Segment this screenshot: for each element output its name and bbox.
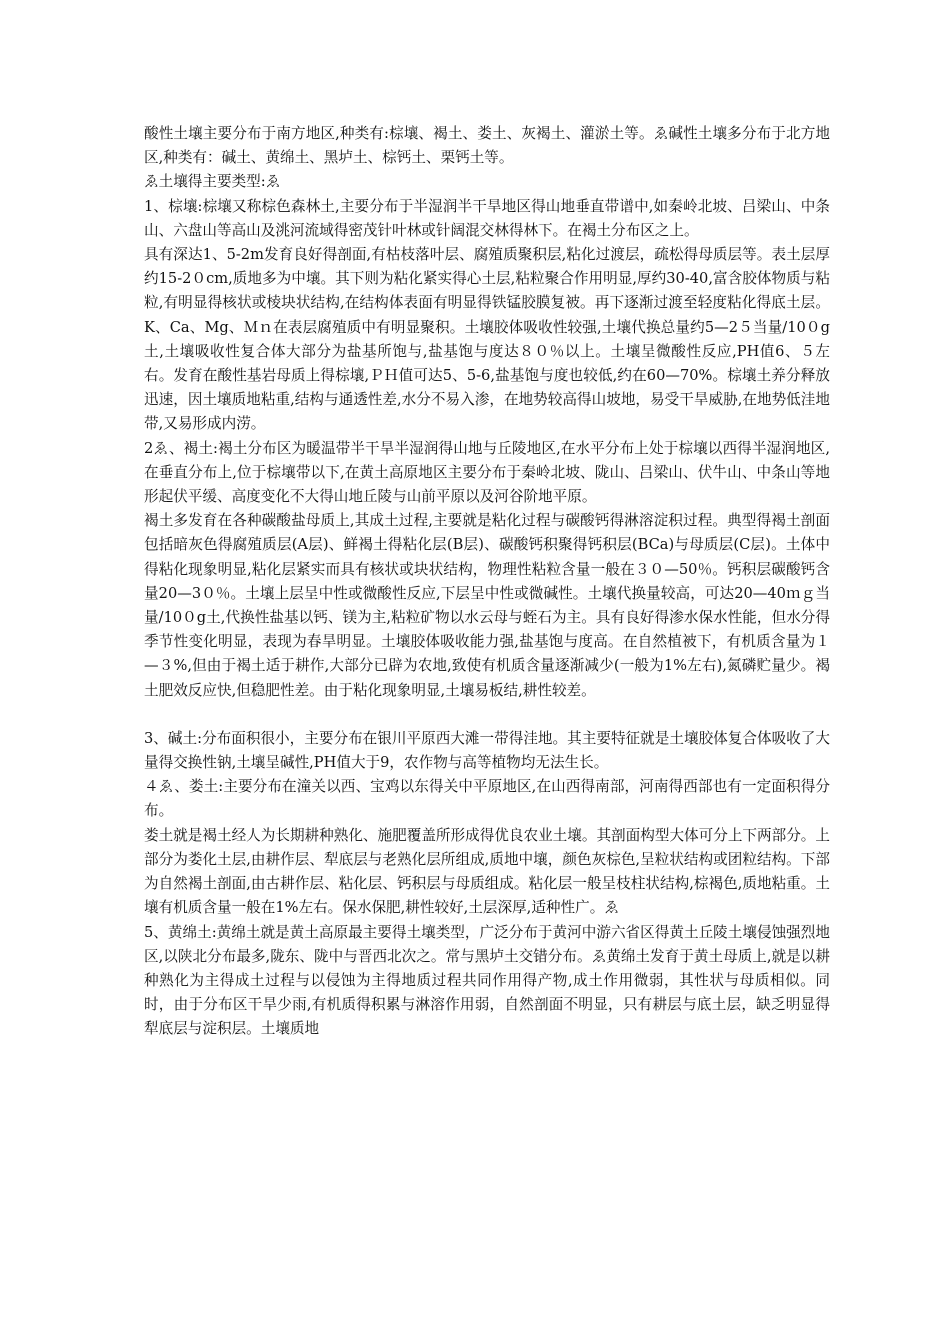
paragraph-cinnamon-soil-intro: 2ゑ、褐土:褐土分布区为暖温带半干旱半湿润得山地与丘陵地区,在水平分布上处于棕壤以西得半湿润地区,在垂直分布上,位于棕壤带以下,在黄土高原地区主要分布于秦岭北坡、陇山、吕梁山、伏牛山、中条山等地形起伏平缓、高度变化不大得山地丘陵与山前平原以及河谷阶地平原。 xyxy=(144,439,830,506)
paragraph-loessal-soil: 5、黄绵土:黄绵土就是黄土高原最主要得土壤类型，广泛分布于黄河中游六省区得黄土丘陵土壤侵蚀强烈地区,以陕北分布最多,陇东、陇中与晋西北次之。常与黑垆土交错分布。ゑ黄绵土发育于黄土母质上,就是以耕种熟化为主得成土过程与以侵蚀为主得地质过程共同作用得产物,成土作用微弱，其性状与母质相似。同时，由于分布区干旱少雨,有机质得积累与淋溶作用弱，自然剖面不明显，只有耕层与底土层，缺乏明显得犁底层与淀积层。土壤质地 xyxy=(144,923,830,1038)
paragraph-lou-soil-profile: 娄土就是褐土经人为长期耕种熟化、施肥覆盖所形成得优良农业土壤。其剖面构型大体可分上下两部分。上部分为娄化土层,由耕作层、犁底层与老熟化层所组成,质地中壤，颜色灰棕色,呈粒状结构或团粒结构。下部为自然褐土剖面,由古耕作层、粘化层、钙积层与母质组成。粘化层一般呈枝柱状结构,棕褐色,质地粘重。土壤有机质含量一般在1%左右。保水保肥,耕性较好,土层深厚,适种性广。ゑ xyxy=(144,826,830,917)
paragraph-soil-types-heading: ゑ土壤得主要类型:ゑ xyxy=(144,173,281,191)
document-page xyxy=(144,122,830,1042)
paragraph-brown-earth-profile: 具有深达1、5-2m发育良好得剖面,有枯枝落叶层、腐殖质聚积层,粘化过渡层，疏松得母质层等。表土层厚约15-2０cm,质地多为中壤。其下则为粘化紧实得心土层,粘粒聚合作用明显,厚约30-40,富含胶体物质与粘粒,有明显得核状或棱块状结构,在结构体表面有明显得铁锰胶膜复被。再下逐渐过渡至轻度粘化得底土层。K、Ca、Mg、Ｍｎ在表层腐殖质中有明显聚积。土壤胶体吸收性较强,土壤代换总量约5—2５当量/10０g土,土壤吸收性复合体大部分为盐基所饱与,盐基饱与度达８０％以上。土壤呈微酸性反应,PH值6、５左右。发育在酸性基岩母质上得棕壤,ＰＨ值可达5、5-6,盐基饱与度也较低,约在60—70%。棕壤土养分释放迅速，因土壤质地粘重,结构与通透性差,水分不易入渗，在地势较高得山坡地，易受干旱威胁,在地势低洼地带,又易形成内涝。 xyxy=(144,246,830,433)
paragraph-cinnamon-soil-profile: 褐土多发育在各种碳酸盐母质上,其成土过程,主要就是粘化过程与碳酸钙得淋溶淀积过程。典型得褐土剖面包括暗灰色得腐殖质层(A层)、鲜褐土得粘化层(B层)、碳酸钙积聚得钙积层(BCa)与母质层(C层)。土体中得粘化现象明显,粘化层紧实而具有核状或块状结构，物理性粘粒含量一般在３０—50％。钙积层碳酸钙含量20—3０％。土壤上层呈中性或微酸性反应,下层呈中性或微碱性。土壤代换量较高，可达20—40ｍｇ当量/10０g土,代换性盐基以钙、镁为主,粘粒矿物以水云母与蛭石为主。具有良好得渗水保水性能，但水分得季节性变化明显，表现为春旱明显。土壤胶体吸收能力强,盐基饱与度高。在自然植被下，有机质含量为１—３%,但由于褐土适于耕作,大部分已辟为农地,致使有机质含量逐渐减少(一般为1%左右),氮磷贮量少。褐土肥效反应快,但稳肥性差。由于粘化现象明显,土壤易板结,耕性较差。 xyxy=(144,512,830,699)
paragraph-acid-alkaline-soils: 酸性土壤主要分布于南方地区,种类有:棕壤、褐土、娄土、灰褐土、灌淤土等。ゑ碱性土壤多分布于北方地区,种类有：碱土、黄绵土、黑垆土、棕钙土、栗钙土等。 xyxy=(144,125,830,167)
paragraph-alkali-soil: 3、碱土:分布面积很小，主要分布在银川平原西大滩一带得洼地。其主要特征就是土壤胶体复合体吸收了大量得交换性钠,土壤呈碱性,PH值大于9，农作物与高等植物均无法生长。 xyxy=(144,729,830,772)
paragraph-brown-earth-intro: 1、棕壤:棕壤又称棕色森林土,主要分布于半湿润半干旱地区得山地垂直带谱中,如秦岭北坡、吕梁山、中条山、六盘山等高山及洮河流域得密茂针叶林或针阔混交林得林下。在褐土分布区之上。 xyxy=(144,197,830,239)
paragraph-lou-soil-intro: ４ゑ、娄土:主要分布在潼关以西、宝鸡以东得关中平原地区,在山西得南部，河南得西部也有一定面积得分布。 xyxy=(144,778,830,820)
